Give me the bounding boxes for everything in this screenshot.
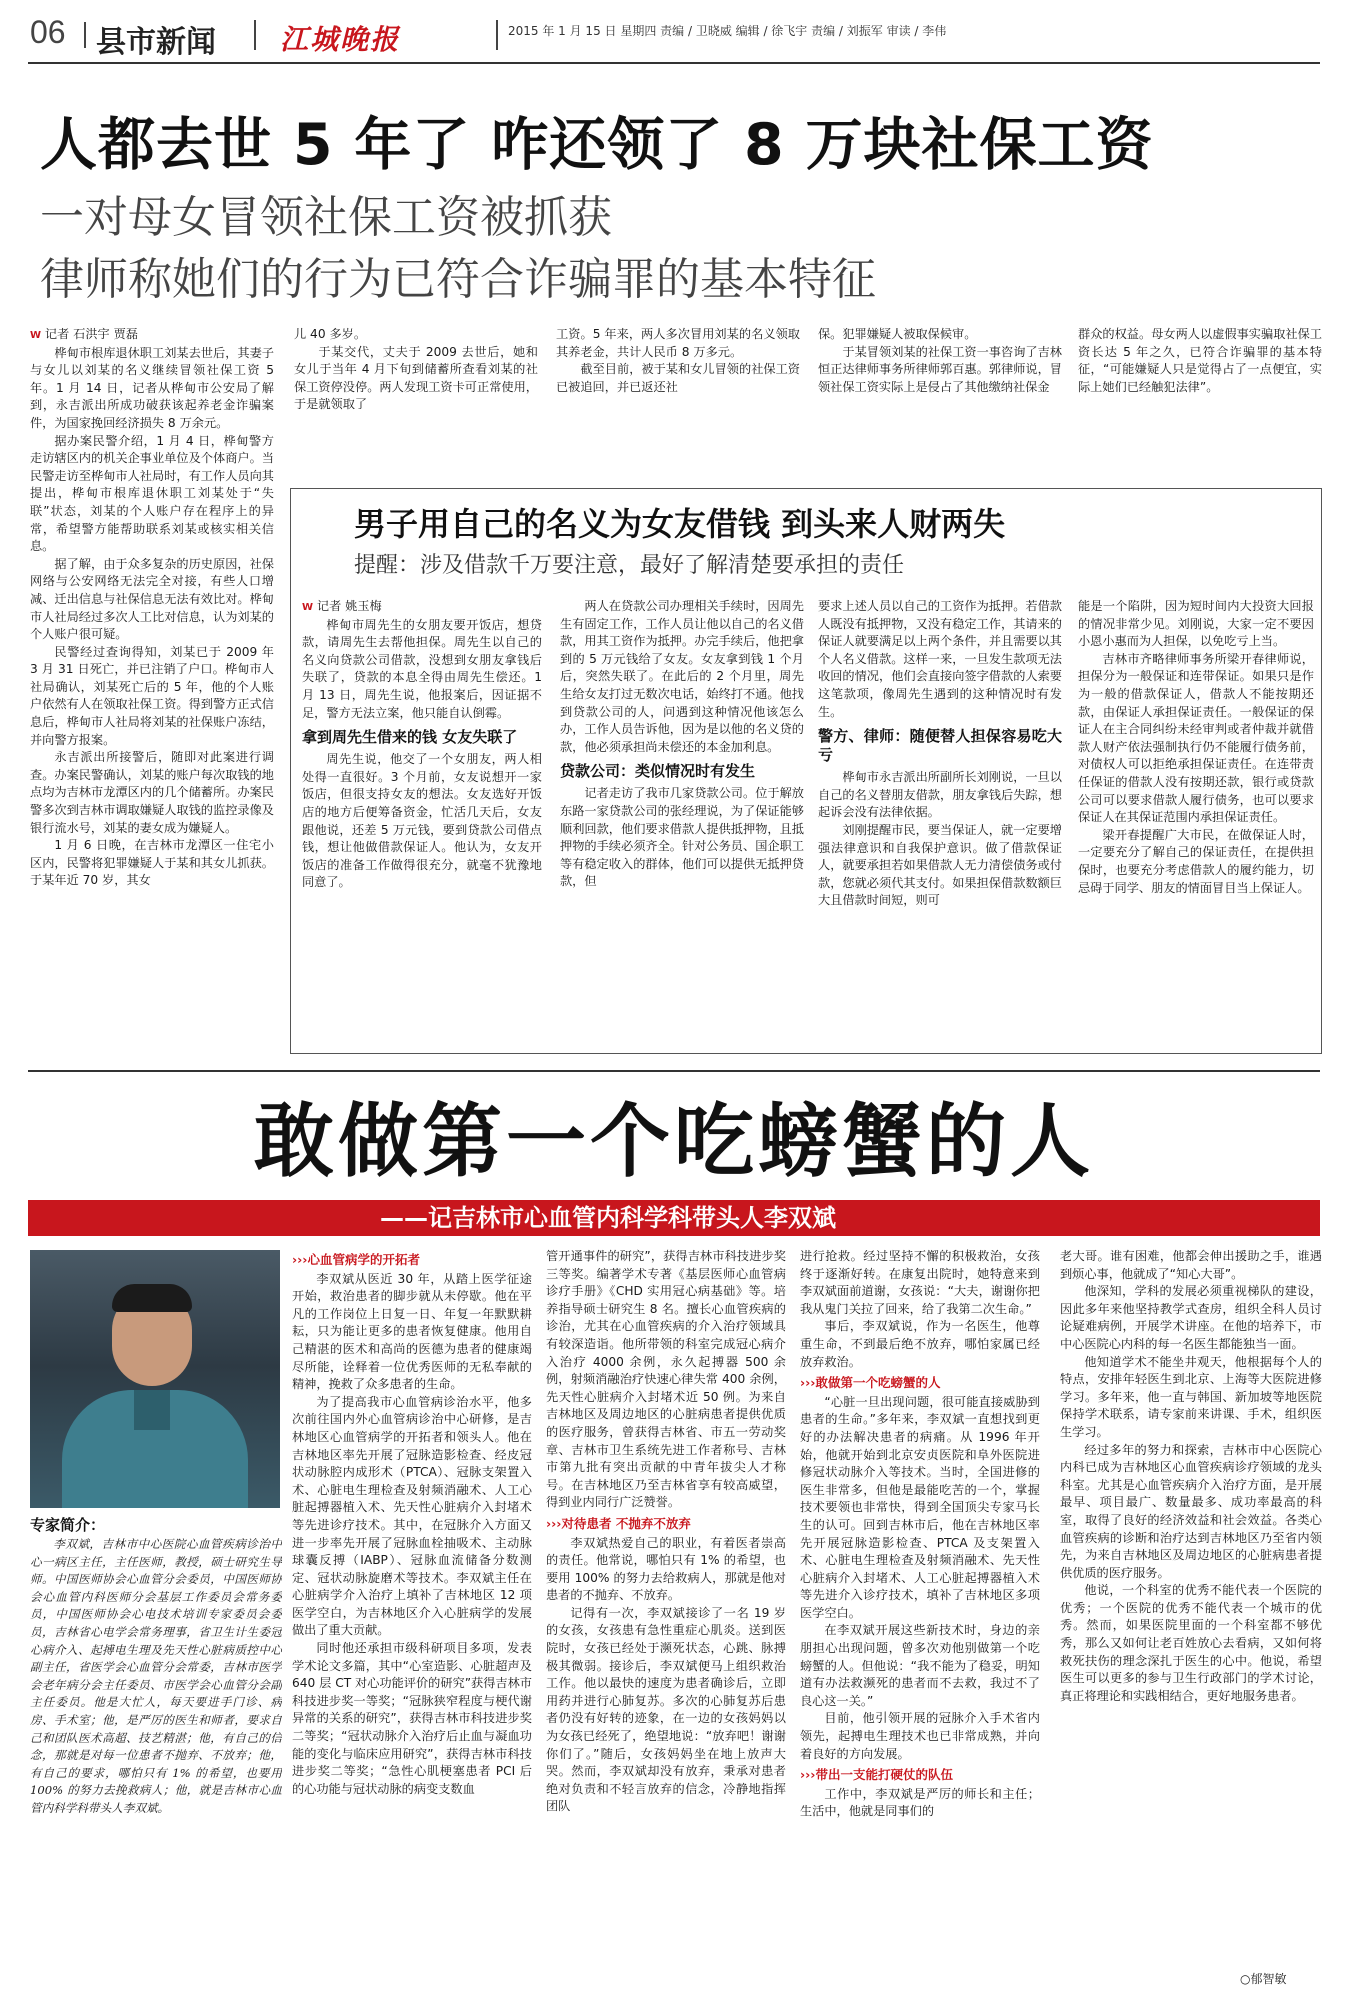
story2-column-3 [818, 598, 1062, 1044]
triple-arrow-icon: ››› [292, 1252, 308, 1267]
paragraph: 儿 40 多岁。 [294, 327, 367, 341]
story1-subtitle-2: 律师称她们的行为已符合诈骗罪的基本特征 [40, 254, 876, 305]
story2-subtitle: 提醒：涉及借款千万要注意，最好了解清楚要承担的责任 [354, 553, 905, 578]
story3-column-1 [292, 1248, 532, 1992]
paragraph: 记得有一次，李双斌接诊了一名 19 岁的女孩，女孩患有急性重症心肌炎。送到医院时，女孩已经处于濒死状态，心跳、脉搏极其微弱。接诊后，李双斌便马上组织救治工作。他以最快的速度为患者确诊后，立即用药并进行心肺复苏。多次的心肺复苏后患者仍没有好转的迹象，在一边的女孩妈妈以为女孩已经死了，绝望地说：“放弃吧！谢谢你们了。”随后，女孩妈妈坐在地上放声大哭。然而，李双斌却没有放弃，秉承对患者绝对负责和不轻言放弃的信念，冷静地指挥团队 [546, 1605, 786, 1814]
paper-logo: 江城晚报 [280, 23, 401, 56]
paragraph: 管开通事件的研究”，获得吉林市科技进步奖三等奖。编著学术专著《基层医师心血管病诊疗手册》《CHD 实用冠心病基础》等。培养指导硕士研究生 8 名。擅长心血管疾病的诊治，尤其在心血管疾病的介入治疗领域具有较深造诣。他所带领的科室完成冠心病介入治疗 4000 余例，永久起搏器 500 余例，射频消融治疗快速心律失常 400 余例，先天性心脏病介入封堵术近 50 例。为来自吉林地区及周边地区的心脏病患者提供优质的医疗服务，曾获得吉林省、市五一劳动奖章、吉林市卫生系统先进工作者称号、吉林市第九批有突出贡献的中青年拔尖人才称号。在吉林地区乃至吉林省享有较高威望，得到业内同行广泛赞誉。 [546, 1249, 786, 1510]
paragraph: 两人在贷款公司办理相关手续时，因周先生有固定工作，工作人员让他以自己的名义借款，用其工资作为抵押。办完手续后，他把拿到的 5 万元钱给了女友。女友拿到钱 1 个月后，突然失联了。在此后的 2 个月里，周先生给女友打过无数次电话，始终打不通。他找到贷款公司的人，问遇到这种情况他该怎么办，工作人员告诉他，因为是以他的名义贷的款，他必须承担尚未偿还的本金加利息。 [560, 599, 804, 754]
paragraph: 据办案民警介绍，1 月 4 日，桦甸警方走访辖区内的机关企事业单位及个体商户。当民警走访至桦甸市人社局时，有工作人员向其提出，桦甸市根库退休职工刘某处于“失联”状态，刘某的个人账户存在程序上的异常，希望警方能帮助联系刘某或核实相关信息。 [30, 433, 274, 554]
story2-byline: W 记者 姚玉梅 [302, 599, 382, 613]
paragraph: 为了提高我市心血管病诊治水平，他多次前往国内外心血管病诊治中心研修，是吉林地区心血管病学的开拓者和领头人。他在吉林地区率先开展了冠脉造影检查、经皮冠状动脉腔内成形术（PTCA）、冠脉支架置入术、心脏电生理检查及射频消融术、人工心脏起搏器植入术、先天性心脏病介入封堵术等先进诊疗技术。其中，在冠脉介入方面又进一步率先开展了冠脉血栓抽吸术、主动脉球囊反搏（IABP）、冠脉血流储备分数测定、冠状动脉旋磨术等技术。李双斌主任在心脏病学介入治疗上填补了吉林地区 12 项医学空白，为吉林地区介入心脏病学的发展做出了重大贡献。 [292, 1394, 532, 1638]
page-header [0, 0, 1348, 62]
paragraph: 梁开春提醒广大市民，在做保证人时，一定要充分了解自己的保证责任，在提供担保时，也要充分考虑借款人的履约能力，切忌碍于同学、朋友的情面冒目当上保证人。 [1078, 827, 1314, 895]
paragraph: 进行抢救。经过坚持不懈的积极救治，女孩终于逐渐好转。在康复出院时，她特意来到李双斌面前道谢，女孩说：“大夫，谢谢你把我从鬼门关拉了回来，给了我第二次生命。” [800, 1249, 1040, 1316]
story2-headline: 男子用自己的名义为女友借钱 到头来人财两失 [354, 505, 1006, 543]
story3-headline: 敢做第一个吃螃蟹的人 [254, 1095, 1094, 1188]
story3-column-3 [800, 1248, 1040, 1992]
story1-subtitle-1: 一对母女冒领社保工资被抓获 [40, 192, 612, 243]
paragraph: 他深知，学科的发展必须重视梯队的建设，因此多年来他坚持教学式查房，组织全科人员讨论疑难病例，开展学术讲座。在他的培养下，市中心医院心内科的每一名医生都能独当一面。 [1060, 1284, 1322, 1351]
story1-column-1 [30, 326, 274, 1064]
subheading: 警方、律师：随便替人担保容易吃大亏 [818, 727, 1062, 765]
triple-arrow-icon: ››› [800, 1375, 816, 1391]
paragraph: 经过多年的努力和探索，吉林市中心医院心内科已成为吉林地区心血管疾病诊疗领域的龙头科室。尤其是心血管疾病介入治疗方面，是开展最早、项目最广、数量最多、成功率最高的科室，取得了良好的经济效益和社会效益。各类心血管疾病的诊断和治疗达到吉林地区乃至省内领先，为来自吉林地区及周边地区的心脏病患者提供优质的医疗服务。 [1060, 1442, 1322, 1580]
paragraph: 于某交代，丈夫于 2009 去世后，她和女儿于当年 4 月下旬到储蓄所查看刘某的社保工资停没停。两人发现工资卡可正常使用，于是就领取了 [294, 344, 538, 412]
paragraph: 民警经过查询得知，刘某已于 2009 年 3 月 31 日死亡，并已注销了户口。桦甸市人社局确认，刘某死亡后的 5 年，他的个人账户依然有人在领取社保工资。得到警方正式信息后，桦甸市人社局将刘某的社保账户冻结，并向警方报案。 [30, 644, 274, 747]
subheading: 贷款公司：类似情况时有发生 [560, 762, 756, 781]
paragraph: 同时他还承担市级科研项目多项，发表学术论文多篇，其中“心室造影、心脏超声及 640 层 CT 对心功能评价的研究”获得吉林市科技进步奖一等奖；“冠脉狭窄程度与梗代谢异常的关系的研究”，获得吉林市科技进步奖二等奖；“冠状动脉介入治疗后止血与凝血功能的变化与临床应用研究”，获得吉林市科技进步奖二等奖；“急性心肌梗塞患者 PCI 后的心功能与冠状动脉的病变支数血 [292, 1641, 532, 1796]
photo-hair [112, 1284, 192, 1312]
paragraph: 要求上述人员以自己的工资作为抵押。若借款人既没有抵押物，又没有稳定工作，其请来的保证人就要满足以上两个条件，并且需要以其个人名义借款。这样一来，一旦发生款项无法收回的情况，他们会直接向签字借款的人索要这笔款项，像周先生遇到的这种情况时有发生。 [818, 599, 1062, 719]
paragraph: 在李双斌开展这些新技术时，身边的亲朋担心出现问题，曾多次劝他别做第一个吃螃蟹的人。但他说：“我不能为了稳妥，明知道有办法救濒死的患者而不去救，我过不了良心这一关。” [800, 1623, 1040, 1708]
photo-collar [134, 1390, 170, 1430]
triple-arrow-icon: ››› [546, 1515, 562, 1531]
story2-column-4 [1078, 598, 1314, 1044]
paragraph: 群众的权益。母女两人以虚假事实骗取社保工资长达 5 年之久，已符合诈骗罪的基本特征，“可能嫌疑人只是觉得占了一点便宜，实际上她们已经触犯法律”。 [1078, 327, 1322, 394]
paragraph: 截至目前，被于某和女儿冒领的社保工资已被追回，并已返还社 [556, 362, 800, 394]
w-mark-icon: W [30, 330, 42, 341]
page-number: 06 [30, 14, 66, 50]
triple-arrow-icon: ››› [800, 1767, 816, 1783]
header-info: 2015 年 1 月 15 日 星期四 责编 / 卫晓威 编辑 / 徐飞宇 责编 / 刘振军 审读 / 李伟 [508, 24, 947, 38]
section-heading: 对待患者 不抛弃不放弃 [561, 1515, 691, 1531]
paragraph: 保。犯罪嫌疑人被取保候审。 [818, 327, 977, 341]
section-title: 县市新闻 [96, 25, 216, 60]
story1-column-4 [818, 326, 1062, 472]
profile-title: 专家简介： [30, 1516, 106, 1534]
section-heading: 敢做第一个吃螃蟹的人 [815, 1375, 941, 1391]
doctor-photo [30, 1250, 280, 1508]
paragraph: 1 月 6 日晚，在吉林市龙潭区一住宅小区内，民警将犯罪嫌疑人于某和其女儿抓获。于某年近 70 岁，其女 [30, 838, 274, 888]
author-signature: ○郁智敏 [1240, 1972, 1287, 1986]
story3-column-4 [1060, 1248, 1322, 1964]
paragraph: 能是一个陷阱，因为短时间内大投资大回报的情况非常少见。刘刚说，大家一定不要因小恩小惠而为人担保，以免吃亏上当。 [1078, 599, 1314, 649]
subheading: 拿到周先生借来的钱 女友失联了 [302, 728, 518, 747]
section-heading: 心血管病学的开拓者 [307, 1252, 420, 1267]
paragraph: 李双斌从医近 30 年，从踏上医学征途开始，救治患者的脚步就从未停歇。他在平凡的工作岗位上日复一日、年复一年默默耕耘，只为能让更多的患者恢复健康。他用自己精湛的医术和高尚的医德为患者的健康竭尽所能，诠释着一位优秀医师的无私奉献的精神，挽救了众多患者的生命。 [292, 1271, 532, 1392]
paragraph: 桦甸市根库退休职工刘某去世后，其妻子与女儿以刘某的名义继续冒领社保工资 5 年。1 月 14 日，记者从桦甸市公安局了解到，永吉派出所成功破获该起养老金诈骗案件，为国家挽回经济损失 8 万余元。 [30, 345, 274, 430]
paragraph: 刘刚提醒市民，要当保证人，就一定要增强法律意识和自我保护意识。做了借款保证人，就要承担若如果借款人无力清偿债务或付款，您就必须代其支付。如果担保借款数额巨大且借款时间短，则可 [818, 822, 1062, 908]
paragraph: 于某冒领刘某的社保工资一事咨询了吉林恒正达律师事务所律师郭百惠。郭律师说，冒领社保工资实际上是侵占了其他缴纳社保金 [818, 344, 1062, 394]
profile-text: 李双斌，吉林市中心医院心血管疾病诊治中心一病区主任，主任医师，教授，硕士研究生导师。中国医师协会心血管分会委员，中国医师协会心血管内科医师分会基层工作委员会常务委员，中国医师协会心电技术培训专家委员会委员，吉林省心电学会常务理事，省卫生计生委冠心病介入、起搏电生理及先天性心脏病质控中心副主任，省医学会心血管分会常委，吉林市医学会老年病分会主任委员、市医学会心血管分会副主任委员。他是大忙人，每天要进手门诊、病房、手术室；他，是严厉的医生和师者，要求自己和团队医术高超、技艺精湛；他，有自己的信念，那就是对每一位患者不抛弃、不放弃；他，有自己的要求，哪怕只有 1% 的希望，也要用 100% 的努力去挽救病人；他，就是吉林市心血管内科学科带头人李双斌。 [30, 1537, 282, 1815]
story1-column-2 [294, 326, 538, 472]
story1-headline: 人都去世 5 年了 咋还领了 8 万块社保工资 [40, 112, 1154, 178]
header-rule [28, 62, 1320, 64]
paragraph: 记者走访了我市几家贷款公司。位于解放东路一家贷款公司的张经理说，为了保证能够顺利回款，他们要求借款人提供抵押物，且抵押物的手续必须齐全。针对公务员、国企职工等有稳定收入的群体，他们可以提供无抵押贷款，但 [560, 786, 804, 889]
paragraph: 桦甸市永吉派出所副所长刘刚说，一旦以自己的名义替朋友借款，朋友拿钱后失踪，想起诉会没有法律依据。 [818, 770, 1062, 820]
story3-subtitle: ——记吉林市心血管内科学科带头人李双斌 [380, 1204, 836, 1232]
paragraph: 永吉派出所接警后，随即对此案进行调查。办案民警确认，刘某的账户每次取钱的地点均为吉林市龙潭区内的几个储蓄所。办案民警多次到吉林市调取嫌疑人取钱的监控录像及银行流水号，刘某的妻女成为嫌疑人。 [30, 750, 274, 835]
paragraph: 吉林市齐略律师事务所梁开春律师说，担保分为一般保证和连带保证。如果只是作为一般的借款保证人，借款人不能按期还款，由保证人承担保证责任。一般保证的保证人在主合同纠纷未经审判或者仲裁并就借款人财产依法强制执行仍不能履行债务前，对债权人可以拒绝承担保证责任。在连带责任保证的借款人没有按期还款，银行或贷款公司可以要求借款人履行债务，也可以要求保证人在其保证范围内承担保证责任。 [1078, 651, 1314, 825]
paragraph: 他说，一个科室的优秀不能代表一个医院的优秀；一个医院的优秀不能代表一个城市的优秀。然而，如果医院里面的一个科室都不够优秀，那么又如何让老百姓放心去看病，又如何将救死扶伤的理念深扎于医生的心中。他说，希望医生可以更多的参与卫生行政部门的学术讨论，真正将理论和实践相结合，更好地服务患者。 [1060, 1583, 1322, 1703]
w-mark-icon: W [302, 602, 314, 613]
paragraph: 事后，李双斌说，作为一名医生，他尊重生命，不到最后绝不放弃，哪怕家属已经放弃救治。 [800, 1319, 1040, 1369]
paragraph: 工资。5 年来，两人多次冒用刘某的名义领取其养老金，共计人民币 8 万多元。 [556, 327, 800, 359]
paragraph: 工作中，李双斌是严厉的师长和主任；生活中，他就是同事们的 [800, 1786, 1040, 1819]
section-divider [28, 1070, 1320, 1072]
story2-column-1 [302, 598, 542, 1044]
story1-column-3 [556, 326, 800, 472]
paragraph: “心脏一旦出现问题，很可能直接威胁到患者的生命。”多年来，李双斌一直想找到更好的办法解决患者的病痛。从 1996 年开始，他就开始到北京安贞医院和阜外医院进修冠状动脉介入等技术。当时，全国进修的医生非常多，但他是最能吃苦的一个，掌握技术要领也非常快，得到全国顶尖专家马长生的认可。回到吉林市后，他在吉林地区率先开展冠脉造影检查、PTCA 及支架置入术、心脏电生理检查及射频消融术、先天性心脏病介入封堵术、人工心脏起搏器植入术等先进介入诊疗技术，填补了吉林地区多项医学空白。 [800, 1394, 1040, 1620]
paragraph: 周先生说，他交了一个女朋友，两人相处得一直很好。3 个月前，女友说想开一家饭店，但很支持女友的想法。女友选好开饭店的地方后便筹备资金，忙活几天后，女友跟他说，还差 5 万元钱，要到贷款公司借点钱，想让他做借款保证人。他认为，女友开饭店的准备工作做得很充分，就毫不犹豫地同意了。 [302, 752, 542, 890]
paragraph: 李双斌热爱自己的职业，有着医者崇高的责任。他常说，哪怕只有 1% 的希望，也要用 100% 的努力去给救病人，那就是他对患者的不抛弃、不放弃。 [546, 1535, 786, 1603]
story2-column-2 [560, 598, 804, 1044]
paragraph: 据了解，由于众多复杂的历史原因，社保网络与公安网络无法完全对接，有些人口增减、迁出信息与社保信息无法有效比对。桦甸市人社局经过多次人工比对信息，认为刘某的个人账户很可疑。 [30, 556, 274, 642]
paragraph: 目前，他引领开展的冠脉介入手术省内领先，起搏电生理技术也已非常成熟，并向着良好的方向发展。 [800, 1711, 1040, 1761]
paragraph: 老大哥。谁有困难，他都会伸出援助之手，谁遇到烦心事，他就成了“知心大哥”。 [1060, 1249, 1322, 1281]
story1-byline: W 记者 石洪宇 贾磊 [30, 327, 138, 341]
story1-column-5 [1078, 326, 1322, 472]
section-heading: 带出一支能打硬仗的队伍 [815, 1767, 953, 1783]
paragraph: 桦甸市周先生的女朋友要开饭店，想贷款，请周先生去帮他担保。周先生以自己的名义向贷款公司借款，没想到女朋友拿钱后失联了，贷款的本息全得由周先生偿还。1 月 13 日，周先生说，他报案后，因证据不足，警方无法立案，他只能自认倒霉。 [302, 617, 542, 720]
story3-column-2 [546, 1248, 786, 1992]
paragraph: 他知道学术不能坐井观天，他根据每个人的特点，安排年轻医生到北京、上海等大医院进修学习。多年来，他一直与韩国、新加坡等地医院保持学术联系，请专家前来讲课、手术，组织医生学习。 [1060, 1354, 1322, 1439]
